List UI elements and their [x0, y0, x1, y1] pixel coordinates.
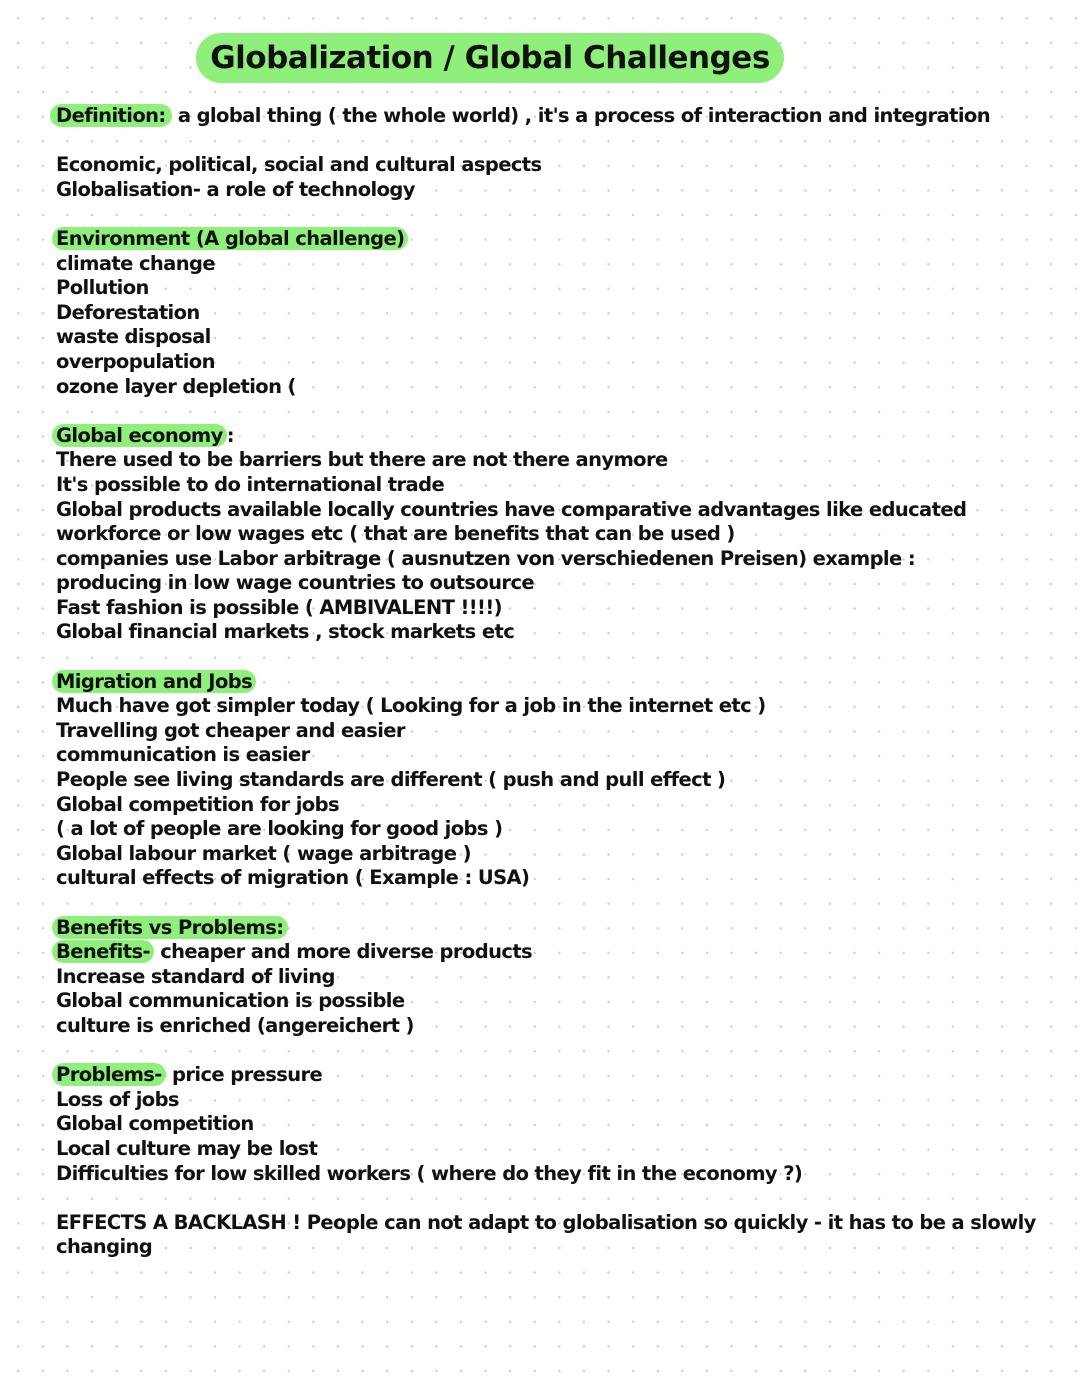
- benefits-first: cheaper and more diverse products: [154, 940, 533, 964]
- definition-line: [56, 104, 1056, 129]
- benefits-vs-problems-heading: Benefits vs Problems:: [52, 916, 288, 939]
- problems-first: price pressure: [165, 1063, 323, 1087]
- economy-heading-line: [56, 424, 1056, 449]
- intro-line: Economic, political, social and cultural aspects: [56, 153, 542, 177]
- list-item: There used to be barriers but there are not there anymore: [56, 448, 668, 472]
- benefits-line: [56, 940, 1056, 965]
- migration-heading-line: [56, 670, 1056, 695]
- list-item: Fast fashion is possible ( AMBIVALENT !!!!): [56, 595, 502, 619]
- migration-heading: Migration and Jobs: [52, 670, 256, 693]
- list-item: Global financial markets , stock markets etc: [56, 620, 515, 644]
- list-item: Global labour market ( wage arbitrage ): [56, 841, 471, 865]
- list-item: cultural effects of migration ( Example : USA): [56, 866, 530, 890]
- list-item: Difficulties for low skilled workers ( where do they fit in the economy ?): [56, 1161, 803, 1185]
- problems-line: [56, 1063, 1056, 1088]
- problems-label: Problems-: [52, 1063, 166, 1086]
- environment-heading-line: [56, 227, 1056, 252]
- list-item: Deforestation: [56, 300, 200, 324]
- list-item: Much have got simpler today ( Looking for a job in the internet etc ): [56, 694, 766, 718]
- list-item: ozone layer depletion (: [56, 374, 296, 398]
- list-item: Loss of jobs: [56, 1087, 179, 1111]
- page-title-banner: [196, 33, 784, 83]
- list-item: Global communication is possible: [56, 989, 405, 1013]
- list-item: ( a lot of people are looking for good jobs ): [56, 817, 503, 841]
- intro-line: Globalisation- a role of technology: [56, 177, 415, 201]
- list-item: Global competition for jobs: [56, 792, 339, 816]
- benefits-label: Benefits-: [52, 940, 154, 963]
- list-item: culture is enriched (angereichert ): [56, 1013, 414, 1037]
- list-item: People see living standards are different ( push and pull effect ): [56, 768, 726, 792]
- environment-heading: Environment (A global challenge): [52, 227, 408, 250]
- notes-body: [56, 104, 1056, 1260]
- benefits-vs-problems-heading-line: [56, 916, 1056, 941]
- list-item: Local culture may be lost: [56, 1136, 318, 1160]
- list-item: Travelling got cheaper and easier: [56, 718, 405, 742]
- list-item: overpopulation: [56, 349, 215, 373]
- list-item: Pollution: [56, 276, 149, 300]
- list-item: waste disposal: [56, 325, 211, 349]
- list-item: It's possible to do international trade: [56, 472, 445, 496]
- list-item: communication is easier: [56, 743, 310, 767]
- conclusion-line: EFFECTS A BACKLASH ! People can not adapt to globalisation so quickly - it has to be a slowly: [56, 1210, 1036, 1234]
- list-item: producing in low wage countries to outsource: [56, 571, 535, 595]
- list-item: Increase standard of living: [56, 964, 335, 988]
- definition-text: a global thing ( the whole world) , it's a process of interaction and integration: [171, 104, 990, 127]
- list-item: Global competition: [56, 1112, 254, 1136]
- definition-label: Definition:: [50, 104, 172, 127]
- list-item: Global products available locally countries have comparative advantages like educated: [56, 497, 967, 521]
- page-title: Globalization / Global Challenges: [210, 40, 770, 76]
- list-item: workforce or low wages etc ( that are benefits that can be used ): [56, 522, 735, 546]
- economy-heading: Global economy: [52, 424, 227, 447]
- list-item: companies use Labor arbitrage ( ausnutzen von verschiedenen Preisen) example :: [56, 546, 916, 570]
- list-item: climate change: [56, 251, 216, 275]
- economy-heading-suffix: :: [226, 423, 234, 447]
- conclusion-line: changing: [56, 1235, 153, 1259]
